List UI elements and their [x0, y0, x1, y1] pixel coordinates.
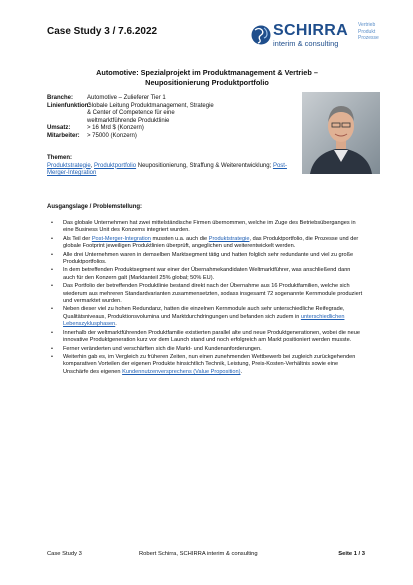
list-item: • Innerhalb der weltmarktführenden Produktfamilie existierten parallel alte und neue Produktgenerationen, wobei die neue innovative Produktgeneration kurz vor dem Launch stand und noch erfolgreich am Markt positioniert werden musste.	[63, 330, 363, 345]
themes-text: Produktstrategie, Produktportfolio Neupositionierung, Straffung & Weiterentwicklung; Post-Merger-Integration	[47, 162, 287, 177]
info-row-umsatz: Umsatz: > 16 Mrd $ (Konzern)	[47, 125, 144, 132]
page-number: Seite 1 / 3	[338, 551, 365, 557]
list-item: • Neben dieser viel zu hohen Redundanz, hatten die einzelnen Kernmodule auch sehr unterschiedliche Reifegrade, Qualitätsniveaus, Produktionsvolumina und Marktdurchdringungen und befanden sich zudem in unterschiedlichen Lebenszyklusphasen.	[63, 306, 363, 328]
page-header-title: Case Study 3 / 7.6.2022	[47, 26, 158, 37]
info-row-linienfunktion: Linienfunktion: Globale Leitung Produktmanagement, Strategie & Center of Competence für eine weltmarktführende Produktlinie	[47, 102, 214, 124]
section-heading: Ausgangslage / Problemstellung:	[47, 204, 143, 210]
problem-list	[63, 220, 363, 377]
logo-subtitle: interim & consulting	[273, 39, 339, 48]
themes-heading: Themen:	[47, 155, 73, 161]
list-item: • Alle drei Unternehmen waren in demselben Marktsegment tätig und hatten folglich sehr redundante und viel zu große Produktportfolios.	[63, 252, 363, 267]
list-item: • Weiterhin gab es, im Vergleich zu früheren Zeiten, nun einen zunehmenden Wettbewerb bei zugleich zurückgehenden komparativen Vorteilen der eigenen Produkte hinsichtlich Technik, Leistung, Preis-Kosten-Verhältnis sowie eine Unschärfe des eigenen Kundennutzenversprechens (Value Proposition).	[63, 354, 363, 376]
list-item: • Das globale Unternehmen hat zwei mittelständische Firmen übernommen, welche im Zuge des Betriebsüberganges in eine Business Unit des Konzerns integriert wurden.	[63, 220, 363, 235]
globe-icon	[251, 22, 271, 48]
footer-left: Case Study 3	[47, 551, 82, 557]
link-post-merger-integration[interactable]: Post-Merger-Integration	[91, 235, 151, 242]
themes-block	[47, 155, 287, 178]
list-item: • Als Teil der Post-Merger-Integration mussten u.a. auch die Produktstrategie, das Produktportfolio, die Prozesse und der globale Footprint jeweiligen Produktlinien überprüft, angeglichen und weiterentwickelt werden.	[63, 236, 363, 251]
logo-name: SCHIRRA	[273, 22, 348, 39]
list-item: • Ferner veränderten und verschärften sich die Markt- und Kundenanforderungen.	[63, 346, 363, 353]
schirra-logo	[251, 21, 381, 49]
list-item: • In dem betreffenden Produktsegment war einer der Übernahmekandidaten Weltmarktführer, was anschließend dann auch für den Konzern galt (Marktanteil 25% global; 50% EU).	[63, 267, 363, 282]
link-produktportfolio[interactable]: Produktportfolio	[94, 162, 137, 169]
list-item: • Das Portfolio der betreffenden Produktlinie bestand direkt nach der Übernahme aus 16 Produktfamilien, welche sich wiederum aus mehreren Standardvarianten zusammensetzten, sodass insgesamt 72 sogenannte Kernmodule produziert und vermarktet wurden.	[63, 283, 363, 305]
case-study-title: Automotive: Spezialprojekt im Produktmanagement & Vertrieb – Neupositionierung Produktportfolio	[96, 68, 318, 87]
logo-tagline: Vertrieb Produkt Prozesse	[358, 22, 379, 41]
link-produktstrategie[interactable]: Produktstrategie	[47, 162, 91, 169]
link-produktstrategie[interactable]: Produktstrategie	[208, 235, 250, 242]
company-info	[47, 95, 287, 141]
link-value-proposition[interactable]: Kundennutzenversprechens (Value Proposition)	[122, 368, 241, 375]
info-row-mitarbeiter: Mitarbeiter: > 75000 (Konzern)	[47, 132, 137, 139]
link-lebenszyklusphasen[interactable]: unterschiedlichen Lebenszyklusphasen	[63, 313, 345, 328]
portrait-photo	[302, 92, 380, 174]
link-post-merger-integration[interactable]: Post-Merger-Integration	[47, 162, 287, 177]
footer-center: Robert Schirra, SCHIRRA interim & consulting	[139, 551, 258, 557]
info-row-branche: Branche: Automotive – Zulieferer Tier 1	[47, 95, 166, 101]
